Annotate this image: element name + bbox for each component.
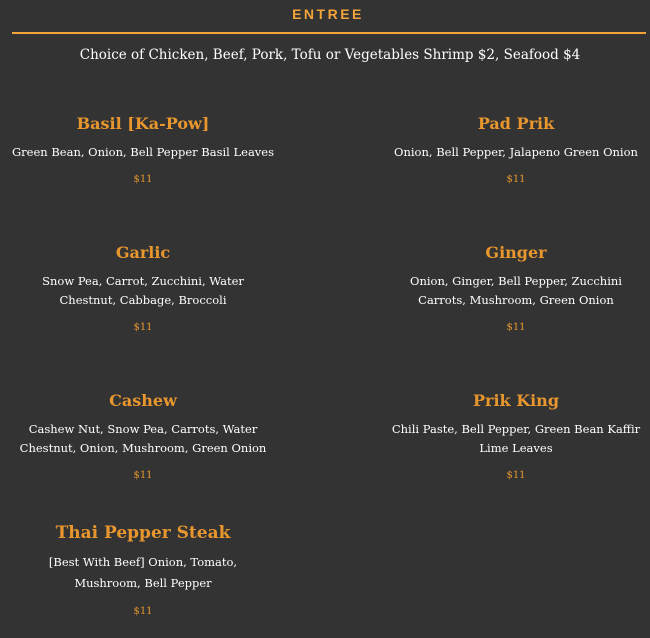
menu-item-prik-king <box>380 391 650 483</box>
item-name: Pad Prik <box>477 114 555 133</box>
item-name: Cashew <box>109 391 177 410</box>
item-name: Basil [Ka-Pow] <box>76 114 210 133</box>
item-description: Cashew Nut, Snow Pea, Carrots, Water Chestnut, Onion, Mushroom, Green Onion <box>19 422 267 455</box>
menu-item-ginger <box>380 243 650 335</box>
menu-item-pad-prik <box>380 114 650 187</box>
menu-item-thai-pepper-steak <box>8 523 278 619</box>
menu-item-garlic <box>8 243 278 335</box>
item-price: $11 <box>506 322 526 333</box>
item-price: $11 <box>133 174 153 185</box>
item-name: Ginger <box>485 243 547 262</box>
section-subtitle: Choice of Chicken, Beef, Pork, Tofu or Vegetables Shrimp $2, Seafood $4 <box>79 47 581 63</box>
item-price: $11 <box>133 322 153 333</box>
section-title: ENTREE <box>292 6 364 22</box>
item-name: Garlic <box>115 243 171 262</box>
item-description: Snow Pea, Carrot, Zucchini, Water Chestnut, Cabbage, Broccoli <box>42 274 244 307</box>
menu-item-basil <box>8 114 278 187</box>
item-description: Onion, Ginger, Bell Pepper, Zucchini Carrots, Mushroom, Green Onion <box>410 274 622 307</box>
item-description: Chili Paste, Bell Pepper, Green Bean Kaffir Lime Leaves <box>391 422 641 455</box>
item-name: Thai Pepper Steak <box>55 523 231 543</box>
item-description: Green Bean, Onion, Bell Pepper Basil Leaves <box>11 145 275 159</box>
item-price: $11 <box>506 174 526 185</box>
item-name: Prik King <box>473 391 559 410</box>
menu-item-cashew <box>8 391 278 483</box>
item-price: $11 <box>506 470 526 481</box>
item-price: $11 <box>133 606 153 617</box>
item-price: $11 <box>133 470 153 481</box>
section-divider <box>12 32 646 34</box>
item-description: Onion, Bell Pepper, Jalapeno Green Onion <box>394 145 638 159</box>
item-description: [Best With Beef] Onion, Tomato, Mushroom, Bell Pepper <box>48 555 238 590</box>
